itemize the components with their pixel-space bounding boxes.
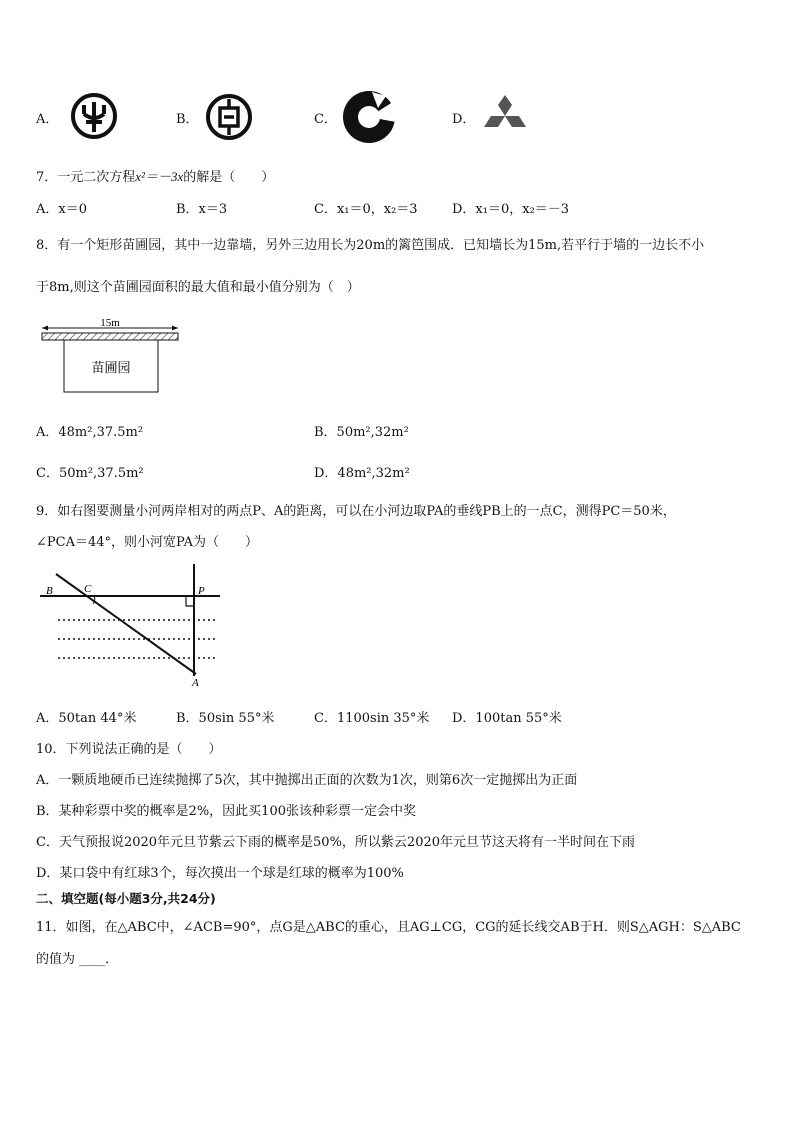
- q9-option-d: D．100tan 55°米: [452, 711, 562, 726]
- q8-garden-figure: [36, 316, 186, 398]
- q6-option-d-label: D．: [452, 112, 476, 127]
- q9-stem-line1: 9．如右图要测量小河两岸相对的两点P、A的距离，可以在小河边取PA的垂线PB上的一点C，测得PC＝50米，: [36, 504, 676, 519]
- q8-option-c: C．50m²,37.5m²: [36, 466, 144, 481]
- q7-option-a: A．x＝0: [36, 202, 87, 217]
- q8-option-a: A．48m²,37.5m²: [36, 425, 144, 440]
- q8-option-d: D．48m²,32m²: [314, 466, 410, 481]
- q7-option-b: B．x＝3: [176, 202, 228, 217]
- q9-option-c: C．1100sin 35°米: [314, 711, 430, 726]
- q6-option-b-label: B．: [176, 112, 199, 127]
- construction-bank-logo-icon: [342, 90, 396, 144]
- q11-stem-line1: 11．如图，在△ABC中，∠ACB=90°，点G是△ABC的重心，且AG⊥CG，CG的延长线交AB于H．则S△AGH：S△ABC: [36, 920, 741, 935]
- q10-stem: 10．下列说法正确的是（ ）: [36, 742, 222, 757]
- q11-stem-line2: 的值为 ____．: [36, 952, 119, 967]
- q9-point-a-label: A: [192, 677, 199, 689]
- q8-garden-label: 苗圃园: [91, 361, 131, 376]
- mitsubishi-logo-icon: [480, 95, 530, 137]
- q9-point-p-label: P: [198, 585, 205, 597]
- q10-option-b: B．某种彩票中奖的概率是2%，因此买100张该种彩票一定会中奖: [36, 804, 416, 819]
- agricultural-bank-logo-icon: [70, 92, 118, 140]
- q9-point-c-label: C: [84, 583, 92, 595]
- q9-option-b: B．50sin 55°米: [176, 711, 275, 726]
- q7-option-c: C．x₁＝0，x₂＝3: [314, 202, 418, 217]
- q8-stem-line1: 8．有一个矩形苗圃园，其中一边靠墙，另外三边用长为20m的篱笆围成．已知墙长为15m,若平行于墙的一边长不小: [36, 238, 705, 253]
- q9-point-b-label: B: [46, 585, 53, 597]
- q10-option-a: A．一颗质地硬币已连续抛掷了5次，其中抛掷出正面的次数为1次，则第6次一定抛掷出为正面: [36, 773, 578, 788]
- q7-stem: 7．一元二次方程x²＝－3x的解是（ ）: [36, 169, 275, 185]
- q10-option-c: C．天气预报说2020年元旦节紫云下雨的概率是50%，所以紫云2020年元旦节这天将有一半时间在下雨: [36, 835, 636, 850]
- industrial-commercial-bank-logo-icon: [205, 93, 253, 141]
- q7-equation: x²＝－3x: [135, 169, 184, 184]
- q7-option-d: D．x₁＝0，x₂＝－3: [452, 202, 570, 217]
- section-heading-fill-in: 二、填空题(每小题3分,共24分): [36, 891, 216, 906]
- q8-wall-length-label: 15m: [100, 317, 120, 329]
- q6-option-c-label: C．: [314, 112, 337, 127]
- q8-stem-line2: 于8m,则这个苗圃园面积的最大值和最小值分别为（ ）: [36, 280, 360, 295]
- q8-option-b: B．50m²,32m²: [314, 425, 409, 440]
- q9-option-a: A．50tan 44°米: [36, 711, 137, 726]
- q9-river-figure: [36, 560, 226, 690]
- q9-stem-line2: ∠PCA＝44°，则小河宽PA为（ ）: [36, 535, 258, 550]
- q10-option-d: D．某口袋中有红球3个，每次摸出一个球是红球的概率为100%: [36, 866, 404, 881]
- q6-option-a-label: A．: [36, 112, 59, 127]
